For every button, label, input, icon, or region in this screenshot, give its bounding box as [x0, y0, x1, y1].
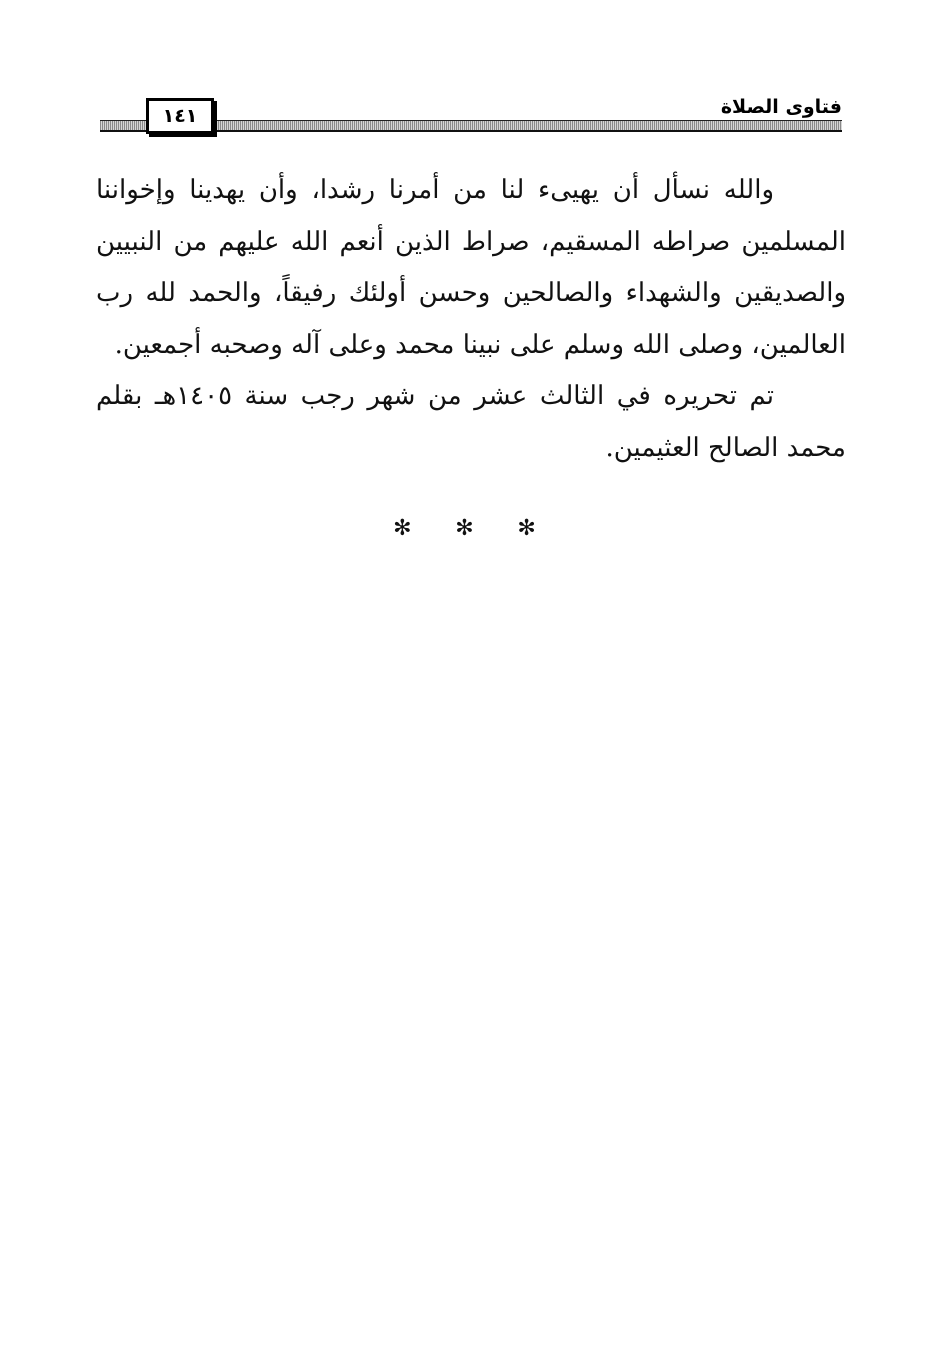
body-text	[96, 165, 846, 474]
running-header	[100, 96, 842, 140]
asterisk-ornament: ✻	[517, 516, 536, 541]
signature-paragraph: تم تحريره في الثالث عشر من شهر رجب سنة ١٤٠٥هـ بقلم محمد الصالح العثيمين.	[96, 381, 846, 463]
asterisk-ornament: ✻	[455, 516, 474, 541]
closing-prayer-paragraph: والله نسأل أن يهيىء لنا من أمرنا رشدا، وأن يهدينا وإخواننا المسلمين صراطه المسقيم، صراط الذين أنعم الله عليهم من النبيين والصديقين والشهداء والصالحين وحسن أولئك رفيقاً، والحمد لله رب العالمين، وصلى الله وسلم على نبينا محمد وعلى آله وصحبه أجمعين.	[96, 175, 846, 360]
asterisk-ornament: ✻	[393, 516, 412, 541]
section-separator	[0, 516, 929, 541]
book-title: فتاوى الصلاة	[715, 96, 842, 118]
page-number: ١٤١	[146, 98, 214, 134]
